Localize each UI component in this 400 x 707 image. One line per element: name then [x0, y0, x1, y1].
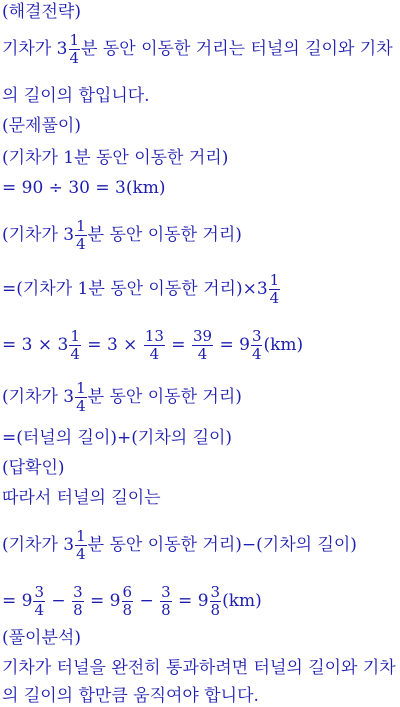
section-heading-check: (답확인) [2, 458, 65, 478]
fraction: $\frac{1}{4}$ [76, 527, 86, 563]
fraction: $\frac{1}{4}$ [76, 217, 86, 253]
fraction: $\frac{1}{4}$ [70, 327, 80, 363]
solution-line-5: = 3 × 3 $\frac{1}{4}$ = 3 × $\frac{13}{4}$ = $\frac{39}{4}$ = 9 $\frac{3}{4}$ (km) [2, 327, 304, 363]
solution-line-1: (기차가 1분 동안 이동한 거리) [2, 148, 229, 168]
fraction: $\frac{3}{8}$ [210, 583, 221, 619]
strategy-line-1: 기차가 3 $\frac{1}{4}$ 분 동안 이동한 거리는 터널의 길이와 기차 [2, 31, 393, 67]
solution-line-4: =(기차가 1분 동안 이동한 거리)×3 $\frac{1}{4}$ [2, 271, 280, 307]
fraction: $\frac{13}{4}$ [144, 327, 164, 363]
check-line-1: 따라서 터널의 길이는 [2, 488, 161, 508]
section-heading-analysis: (풀이분석) [2, 628, 81, 648]
strategy-line-2: 의 길이의 합입니다. [2, 86, 150, 106]
solution-line-3: (기차가 3 $\frac{1}{4}$ 분 동안 이동한 거리) [2, 217, 242, 253]
section-heading-strategy: (해결전략) [2, 2, 81, 22]
fraction: $\frac{1}{4}$ [269, 271, 280, 307]
solution-line-2: = 90 ÷ 30 = 3(km) [2, 178, 166, 198]
section-heading-solution: (문제풀이) [2, 116, 81, 136]
solution-line-7: =(터널의 길이)+(기차의 길이) [2, 428, 233, 448]
fraction: $\frac{3}{8}$ [73, 583, 83, 619]
analysis-line-1: 기차가 터널을 완전히 통과하려면 터널의 길이와 기차 [2, 658, 396, 678]
fraction: $\frac{3}{4}$ [34, 583, 45, 619]
analysis-line-2: 의 길이의 합만큼 움직여야 합니다. [2, 686, 259, 706]
fraction: $\frac{1}{4}$ [76, 379, 86, 415]
solution-line-6: (기차가 3 $\frac{1}{4}$ 분 동안 이동한 거리) [2, 379, 242, 415]
fraction: $\frac{3}{4}$ [251, 327, 262, 363]
fraction: $\frac{1}{4}$ [69, 31, 80, 67]
check-line-2: (기차가 3 $\frac{1}{4}$ 분 동안 이동한 거리)−(기차의 길이) [2, 527, 357, 563]
fraction: $\frac{3}{8}$ [161, 583, 171, 619]
fraction: $\frac{6}{8}$ [122, 583, 133, 619]
fraction: $\frac{39}{4}$ [192, 327, 213, 363]
check-line-3: = 9 $\frac{3}{4}$ − $\frac{3}{8}$ = 9 $\frac{6}{8}$ − $\frac{3}{8}$ = 9 $\frac{3}{8}$ (km) [2, 583, 262, 619]
